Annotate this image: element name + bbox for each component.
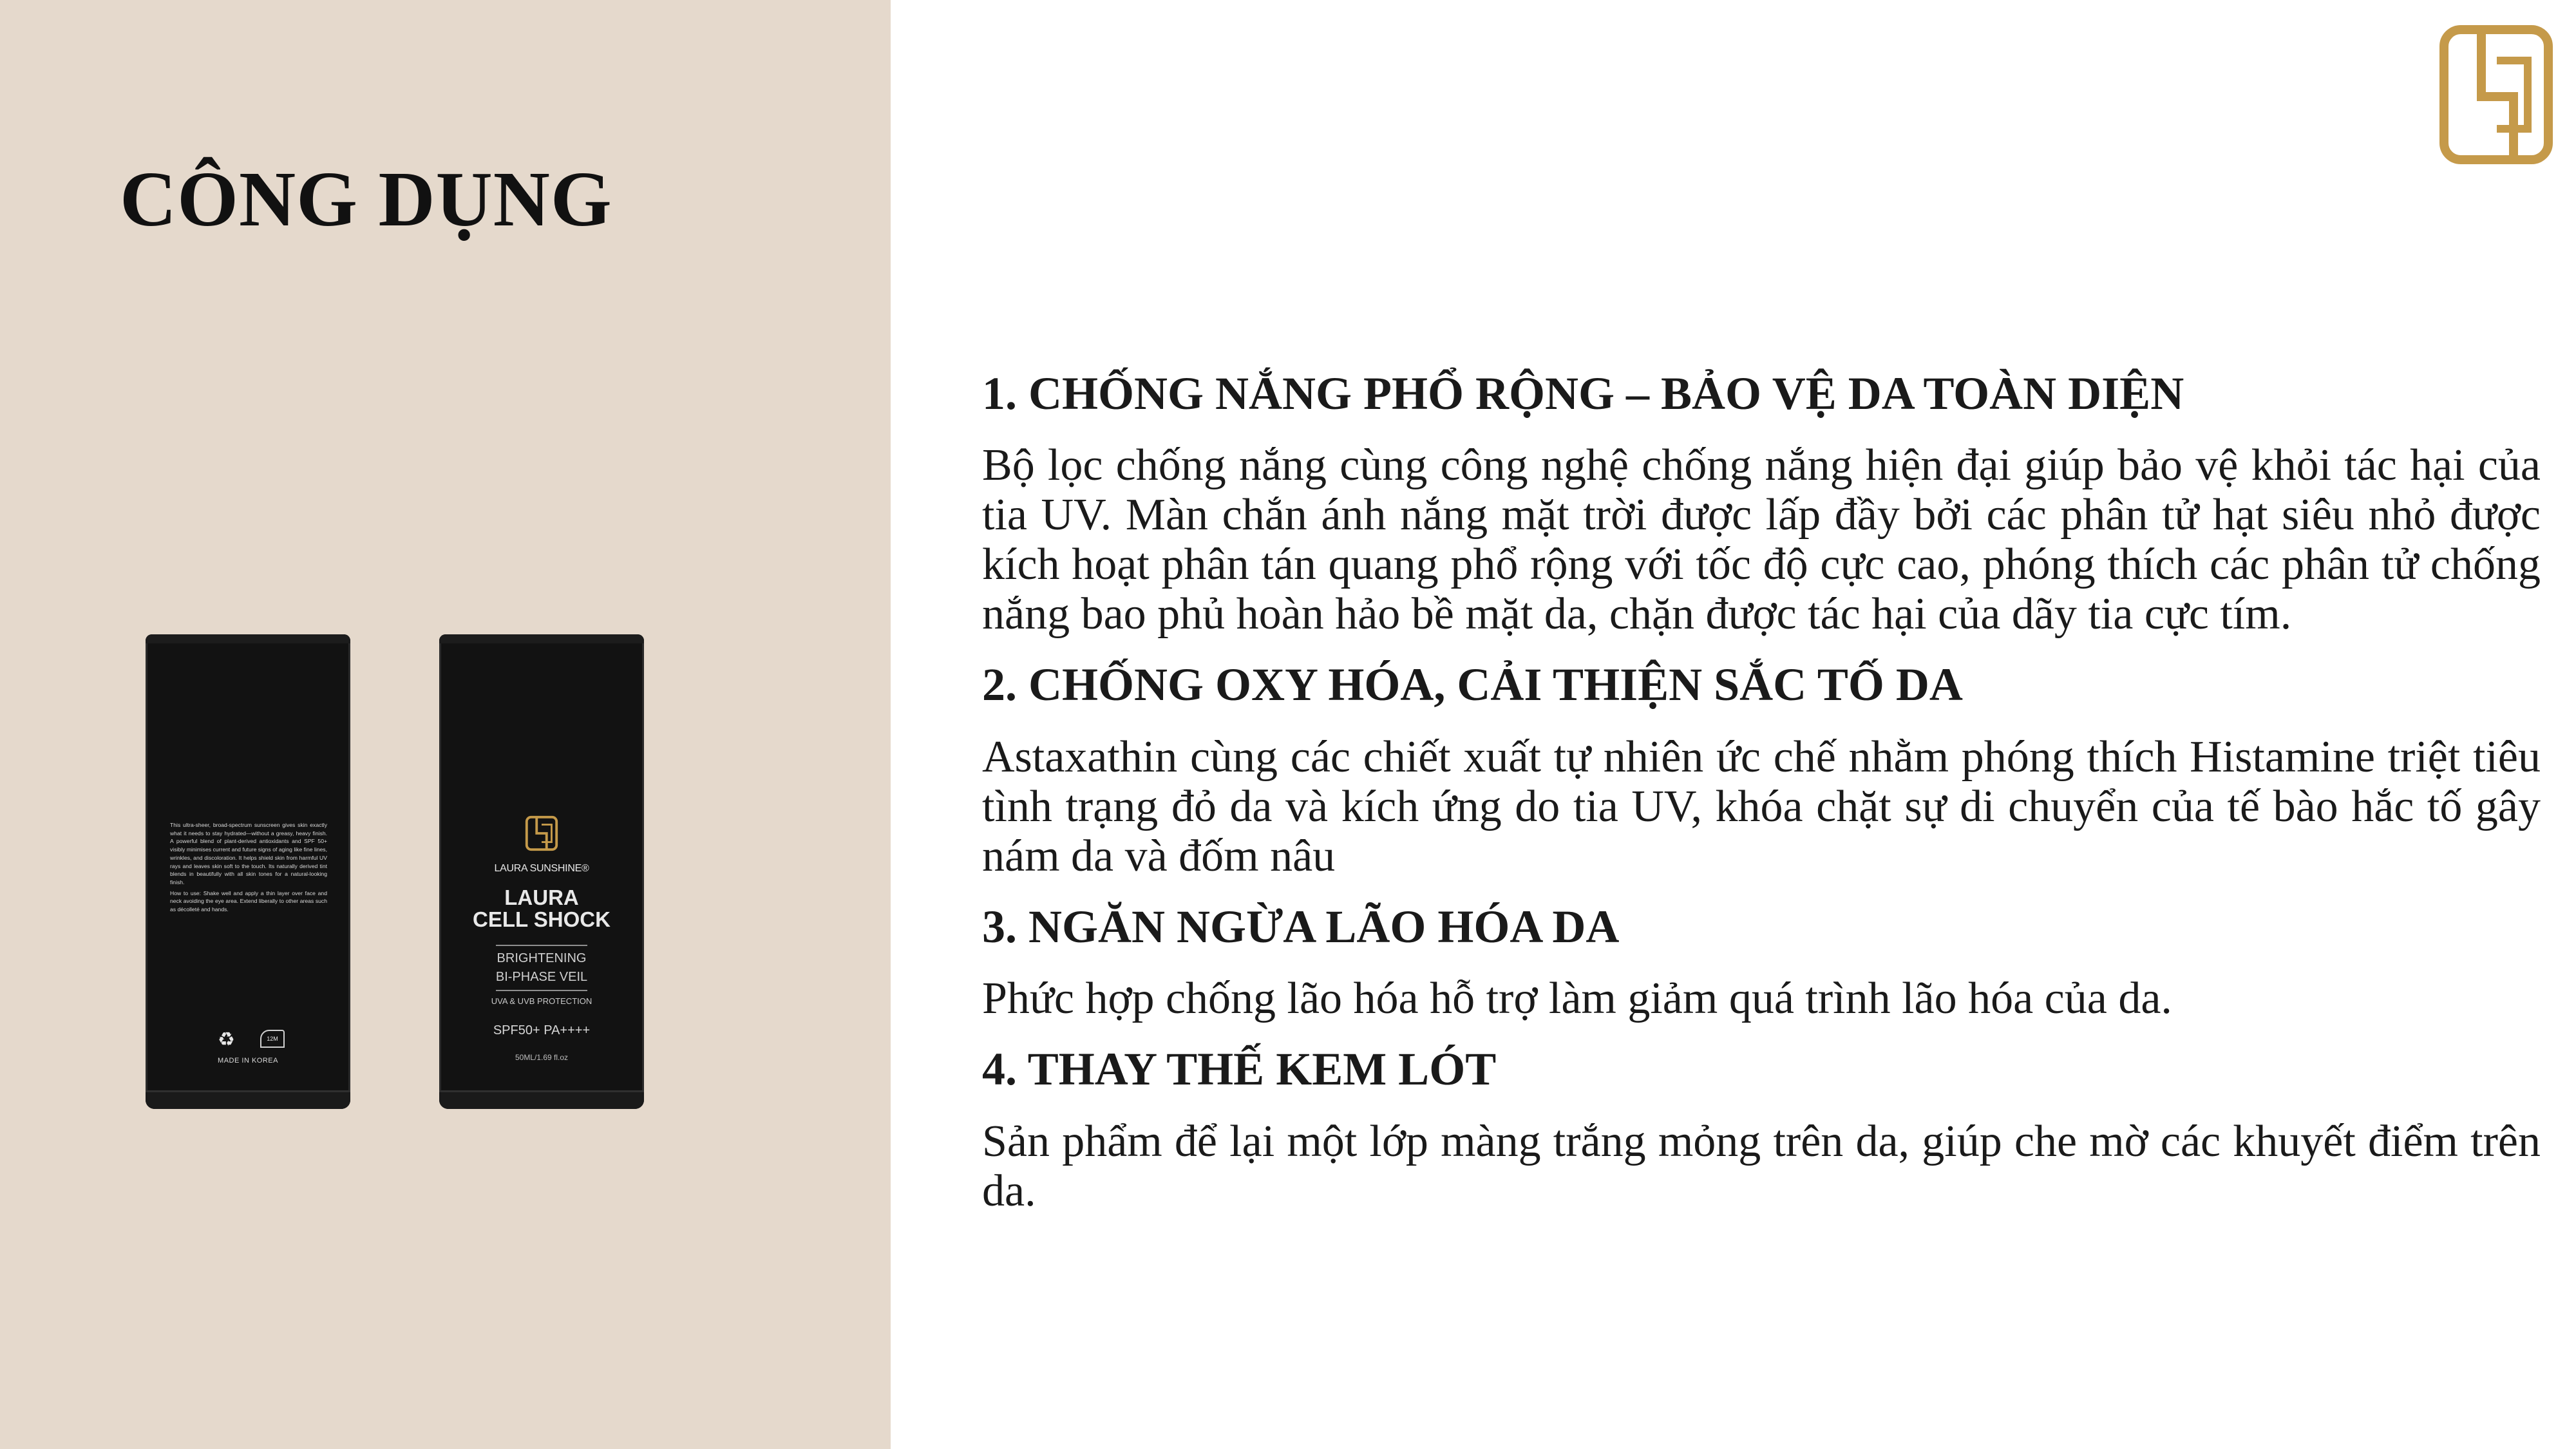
back-label-description: This ultra-sheer, broad-spectrum sunscreen gives skin exactly what it needs to stay hydrated—without a greasy, heavy finish. A powerful blend of plant-derived antioxidants and SPF 50+ visibly minimises current and future signs of aging like fine lines, wrinkles, and discoloration. It helps shield skin from harmful UV rays and leaves skin soft to the touch. Its naturally derived tint blends in beautifully with all skin tones for a natural-looking finish.	[170, 822, 327, 886]
back-label-text	[170, 821, 327, 914]
left-panel	[0, 0, 891, 1449]
volume-label: 50ML/1.69 fl.oz	[515, 1053, 569, 1062]
page-title: CÔNG DỤNG	[120, 156, 612, 243]
section-heading: 1. CHỐNG NẮNG PHỔ RỘNG – BẢO VỆ DA TOÀN DIỆN	[982, 368, 2184, 419]
back-label-how-to-use: How to use: Shake well and apply a thin layer over face and neck avoiding the eye area. Extend liberally to other areas such as décolleté and hands.	[170, 889, 327, 913]
protection-label: UVA & UVB PROTECTION	[491, 996, 592, 1006]
product-bottle-front	[439, 634, 644, 1109]
spf-label: SPF50+ PA++++	[493, 1023, 591, 1037]
made-in-label: MADE IN KOREA	[218, 1057, 278, 1065]
section-heading: 3. NGĂN NGỪA LÃO HÓA DA	[982, 900, 1620, 952]
product-bottle-back	[146, 634, 350, 1109]
section-heading: 4. THAY THẾ KEM LÓT	[982, 1043, 1497, 1095]
bottle-base	[439, 1090, 644, 1109]
product-name-line2: CELL SHOCK	[473, 907, 611, 931]
section-body: Sản phẩm để lại một lớp màng trắng mỏng trên da, giúp che mờ các khuyết điểm trên da.	[982, 1116, 2541, 1216]
bottle-neck	[439, 634, 644, 643]
recycle-icon: ♻	[218, 1028, 235, 1051]
product-name-line1: LAURA	[504, 886, 579, 909]
section-body: Astaxathin cùng các chiết xuất tự nhiên ức chế nhằm phóng thích Histamine triệt tiêu tình trạng đỏ da và kích ứng do tia UV, khóa chặt sự di chuyển của tế bào hắc tố gây nám da và đốm nâu	[982, 732, 2541, 881]
product-subtitle-line1: BRIGHTENING	[497, 951, 587, 965]
bottle-base	[146, 1090, 350, 1109]
label-divider	[496, 990, 587, 991]
brand-logo-icon	[523, 815, 560, 852]
label-divider	[496, 945, 587, 946]
section-heading: 2. CHỐNG OXY HÓA, CẢI THIỆN SẮC TỐ DA	[982, 659, 1963, 711]
product-subtitle-line2: BI-PHASE VEIL	[495, 970, 588, 984]
bottle-neck	[146, 634, 350, 643]
pao-jar-icon: 12M	[260, 1030, 285, 1048]
brand-logo-icon	[2438, 24, 2555, 165]
section-body: Phức hợp chống lão hóa hỗ trợ làm giảm quá trình lão hóa của da.	[982, 974, 2172, 1024]
brand-name: LAURA SUNSHINE®	[494, 863, 589, 874]
benefits-content	[982, 366, 2541, 1234]
section-body: Bộ lọc chống nắng cùng công nghệ chống nắng hiện đại giúp bảo vệ khỏi tác hại của tia UV. Màn chắn ánh nắng mặt trời được lấp đầy bởi các phân tử hạt siêu nhỏ được kích hoạt phân tán quang phổ rộng với tốc độ cực cao, phóng thích các phân tử chống nắng bao phủ hoàn hảo bề mặt da, chặn được tác hại của dãy tia cực tím.	[982, 440, 2541, 639]
